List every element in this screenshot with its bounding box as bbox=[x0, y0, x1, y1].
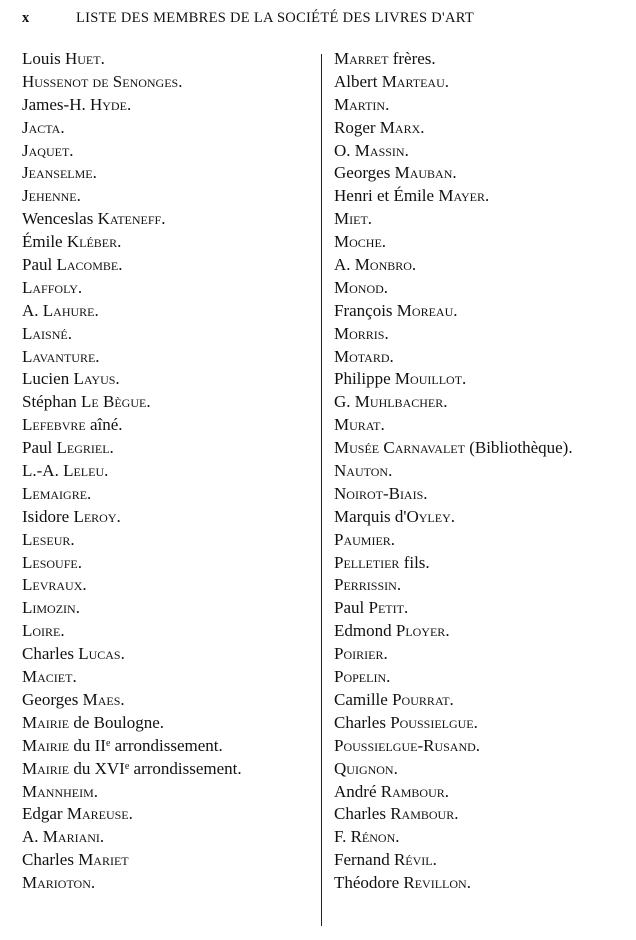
member-entry bbox=[22, 529, 242, 552]
member-name-text: . bbox=[384, 323, 389, 343]
member-name-text: Edmond bbox=[334, 621, 396, 641]
member-entry bbox=[334, 803, 573, 826]
member-name-text: Charles bbox=[22, 850, 79, 870]
member-surname: Maes bbox=[82, 689, 121, 709]
member-name-text: . bbox=[128, 804, 133, 824]
member-name-text: . bbox=[93, 781, 99, 801]
member-name-text: G. bbox=[334, 392, 355, 412]
member-name-text: . bbox=[432, 850, 437, 870]
member-name-text: du II bbox=[69, 735, 106, 755]
member-entry bbox=[334, 574, 573, 597]
member-name-text: . bbox=[444, 71, 449, 91]
member-entry bbox=[334, 391, 573, 414]
member-surname: Lacombe bbox=[56, 255, 119, 275]
member-surname: Rénon bbox=[350, 827, 396, 847]
member-name-text: Louis bbox=[22, 49, 65, 68]
member-surname: Leleu bbox=[63, 461, 105, 481]
member-name-text: Émile bbox=[22, 232, 67, 252]
member-entry bbox=[334, 620, 573, 643]
member-entry bbox=[22, 506, 242, 529]
member-surname: Lavanture bbox=[22, 346, 96, 366]
member-entry bbox=[334, 254, 573, 277]
member-surname: Ployer bbox=[395, 621, 446, 641]
member-surname: Rambour bbox=[390, 804, 455, 824]
member-entry bbox=[334, 735, 573, 758]
member-name-text: . bbox=[466, 873, 471, 893]
member-surname: Lesoufe bbox=[22, 552, 78, 572]
member-name-text: . bbox=[100, 49, 105, 68]
member-entry bbox=[22, 735, 242, 758]
member-entry bbox=[22, 368, 242, 391]
member-entry bbox=[334, 368, 573, 391]
member-name-text: . bbox=[485, 186, 490, 206]
member-name-text: . bbox=[388, 461, 393, 481]
member-name-text: James-H. bbox=[22, 94, 90, 114]
member-entry bbox=[22, 712, 242, 735]
member-entry bbox=[334, 71, 573, 94]
member-surname: Poirier bbox=[334, 644, 384, 664]
member-name-text: . bbox=[393, 758, 398, 778]
member-surname: Murat bbox=[334, 415, 381, 435]
member-name-text: . bbox=[90, 873, 96, 893]
member-name-text: . bbox=[404, 140, 409, 160]
member-surname: Poussielgue bbox=[390, 712, 474, 732]
member-name-text: . bbox=[367, 209, 373, 229]
member-name-text: . bbox=[386, 667, 391, 687]
member-surname: Motard bbox=[334, 346, 390, 366]
member-surname: Lemaigre bbox=[22, 483, 88, 503]
member-name-text: . bbox=[115, 369, 120, 389]
member-name-text: . bbox=[420, 117, 425, 137]
member-name-text: Wenceslas bbox=[22, 209, 98, 229]
member-surname: Laisné bbox=[22, 323, 68, 343]
running-header bbox=[22, 10, 622, 36]
member-entry bbox=[334, 597, 573, 620]
member-name-text: Marquis d' bbox=[334, 506, 407, 526]
member-entry bbox=[334, 300, 573, 323]
member-surname: Revillon bbox=[403, 873, 467, 893]
member-surname: Martin bbox=[334, 94, 386, 114]
member-entry bbox=[22, 437, 242, 460]
member-entry bbox=[334, 529, 573, 552]
member-entry bbox=[334, 437, 573, 460]
member-surname: Maciet bbox=[22, 667, 73, 687]
member-name-text: . bbox=[452, 163, 457, 183]
member-entry bbox=[334, 162, 573, 185]
member-surname: Muhlbacher bbox=[354, 392, 444, 412]
member-name-text: . bbox=[389, 346, 394, 366]
member-surname: Quignon bbox=[334, 758, 394, 778]
member-entry bbox=[22, 117, 242, 140]
member-surname: Limozin bbox=[22, 598, 76, 618]
member-entry bbox=[334, 689, 573, 712]
member-entry bbox=[22, 414, 242, 437]
member-name-text: . bbox=[380, 415, 385, 435]
member-surname: Lucas bbox=[78, 644, 121, 664]
member-name-text: . bbox=[120, 689, 125, 709]
member-surname: Massin bbox=[354, 140, 405, 160]
member-surname: Laffoly bbox=[22, 277, 78, 297]
member-entry bbox=[22, 689, 242, 712]
member-name-text: . bbox=[445, 621, 450, 641]
member-name-text: . bbox=[72, 667, 77, 687]
member-name-text: Camille bbox=[334, 689, 393, 709]
member-entry bbox=[22, 323, 242, 346]
member-name-text: . bbox=[161, 209, 166, 229]
member-name-text: (Bibliothèque). bbox=[464, 438, 573, 458]
member-entry bbox=[22, 620, 242, 643]
member-surname: Miet bbox=[334, 209, 368, 229]
member-entry bbox=[334, 712, 573, 735]
member-surname: Mairie bbox=[22, 758, 70, 778]
member-entry bbox=[334, 323, 573, 346]
ordinal-suffix: e bbox=[124, 760, 130, 772]
member-surname: Levraux bbox=[22, 575, 83, 595]
member-entry bbox=[22, 666, 242, 689]
member-name-text: de Boulogne. bbox=[69, 712, 165, 732]
running-title: LISTE DES MEMBRES DE LA SOCIÉTÉ DES LIVRES D'ART bbox=[76, 10, 474, 26]
member-name-text: Edgar bbox=[22, 804, 67, 824]
member-entry bbox=[22, 483, 242, 506]
member-entry bbox=[22, 758, 242, 781]
member-name-text: . bbox=[475, 735, 481, 755]
member-entry bbox=[22, 162, 242, 185]
member-surname: Mareuse bbox=[66, 804, 129, 824]
member-entry bbox=[22, 391, 242, 414]
member-entry bbox=[334, 414, 573, 437]
member-name-text: Paul bbox=[22, 438, 57, 458]
member-entry bbox=[22, 208, 242, 231]
member-name-text: . bbox=[92, 163, 97, 183]
member-entry bbox=[334, 826, 573, 849]
member-entry bbox=[334, 140, 573, 163]
member-entry bbox=[334, 346, 573, 369]
member-entry bbox=[22, 643, 242, 666]
member-name-text: Charles bbox=[22, 644, 79, 664]
member-name-text: . bbox=[75, 598, 80, 618]
member-name-text: . bbox=[69, 140, 74, 160]
member-entry bbox=[22, 597, 242, 620]
member-surname: Noirot-Biais bbox=[334, 483, 424, 503]
member-surname: Jeanselme bbox=[22, 163, 93, 183]
member-name-text: . bbox=[60, 621, 65, 641]
member-surname: Lahure bbox=[42, 300, 95, 320]
member-name-text: Philippe bbox=[334, 369, 395, 389]
member-name-text: frères. bbox=[388, 49, 436, 68]
member-entry bbox=[334, 277, 573, 300]
member-surname: Jacta bbox=[22, 117, 61, 137]
member-entry bbox=[334, 117, 573, 140]
member-entry bbox=[334, 208, 573, 231]
member-name-text: Isidore bbox=[22, 506, 74, 526]
member-entry bbox=[334, 552, 573, 575]
member-name-text: . bbox=[99, 827, 105, 847]
member-surname: Monod bbox=[334, 277, 384, 297]
member-surname: Perrissin bbox=[334, 575, 397, 595]
member-entry bbox=[22, 574, 242, 597]
member-name-text: . bbox=[444, 781, 449, 801]
member-name-text: . bbox=[104, 461, 109, 481]
member-name-text: . bbox=[385, 94, 390, 114]
member-surname: Leroy bbox=[73, 506, 117, 526]
member-name-text: . bbox=[67, 323, 72, 343]
member-name-text: . bbox=[390, 529, 396, 549]
member-surname: Hussenot de Senonges bbox=[22, 71, 179, 91]
member-name-text: A. bbox=[22, 300, 43, 320]
member-name-text: Lucien bbox=[22, 369, 74, 389]
member-name-text: . bbox=[396, 575, 402, 595]
member-name-text: . bbox=[120, 644, 125, 664]
member-entry bbox=[334, 460, 573, 483]
member-name-text: arrondissement. bbox=[110, 735, 223, 755]
member-surname: Mannheim bbox=[22, 781, 94, 801]
member-entry bbox=[334, 758, 573, 781]
member-entry bbox=[22, 254, 242, 277]
member-name-text: . bbox=[449, 689, 454, 709]
member-name-text: Fernand bbox=[334, 850, 394, 870]
member-name-text: fils. bbox=[399, 552, 430, 572]
member-surname: Huet bbox=[64, 49, 101, 68]
member-name-text: François bbox=[334, 300, 397, 320]
member-surname: Petit bbox=[368, 598, 404, 618]
member-surname: Jehenne bbox=[22, 186, 77, 206]
member-name-text: . bbox=[383, 277, 389, 297]
member-name-text: Albert bbox=[334, 71, 382, 91]
member-name-text: . bbox=[60, 117, 65, 137]
member-entry bbox=[22, 826, 242, 849]
member-surname: Popelin bbox=[334, 667, 387, 687]
page-number: x bbox=[22, 10, 30, 26]
member-name-text: Charles bbox=[334, 712, 391, 732]
member-entry bbox=[334, 666, 573, 689]
member-list-right-column bbox=[334, 48, 573, 895]
member-surname: Lefebvre bbox=[22, 415, 86, 435]
member-surname: Leseur bbox=[22, 529, 71, 549]
member-name-text: . bbox=[453, 300, 458, 320]
member-surname: Marret bbox=[334, 49, 389, 68]
member-name-text: aîné. bbox=[85, 415, 123, 435]
member-name-text: A. bbox=[22, 827, 43, 847]
member-name-text: . bbox=[95, 346, 100, 366]
member-entry bbox=[334, 94, 573, 117]
member-surname: Marx bbox=[379, 117, 421, 137]
column-divider bbox=[321, 54, 322, 926]
member-entry bbox=[22, 140, 242, 163]
member-name-text: Georges bbox=[334, 163, 395, 183]
member-entry bbox=[22, 781, 242, 804]
member-name-text: . bbox=[77, 552, 82, 572]
member-surname: Le Bègue bbox=[81, 392, 147, 412]
member-name-text: . bbox=[118, 255, 123, 275]
member-entry bbox=[22, 300, 242, 323]
member-surname: Layus bbox=[73, 369, 116, 389]
member-name-text: Roger bbox=[334, 117, 380, 137]
member-name-text: Théodore bbox=[334, 873, 404, 893]
member-name-text: . bbox=[473, 712, 478, 732]
member-name-text: . bbox=[411, 255, 417, 275]
member-name-text: . bbox=[454, 804, 459, 824]
member-entry bbox=[22, 185, 242, 208]
member-name-text: . bbox=[381, 232, 387, 252]
member-name-text: F. bbox=[334, 827, 351, 847]
member-surname: Révil bbox=[393, 850, 433, 870]
member-name-text: . bbox=[146, 392, 151, 412]
member-entry bbox=[22, 803, 242, 826]
ordinal-suffix: e bbox=[105, 737, 111, 749]
member-surname: Kléber bbox=[66, 232, 118, 252]
member-entry bbox=[334, 48, 573, 71]
member-name-text: Paul bbox=[22, 255, 57, 275]
member-surname: Poussielgue-Rusand bbox=[334, 735, 476, 755]
member-entry bbox=[334, 643, 573, 666]
member-name-text: . bbox=[423, 483, 428, 503]
member-entry bbox=[22, 48, 242, 71]
member-entry bbox=[334, 185, 573, 208]
member-name-text: . bbox=[70, 529, 75, 549]
member-entry bbox=[22, 849, 242, 872]
member-name-text: Georges bbox=[22, 689, 83, 709]
member-name-text: . bbox=[383, 644, 388, 664]
member-name-text: O. bbox=[334, 140, 355, 160]
member-entry bbox=[22, 71, 242, 94]
member-entry bbox=[22, 346, 242, 369]
member-entry bbox=[22, 460, 242, 483]
member-surname: Hyde bbox=[89, 94, 127, 114]
member-surname: Mairie bbox=[22, 735, 70, 755]
member-entry bbox=[334, 872, 573, 895]
member-name-text: . bbox=[109, 438, 114, 458]
member-surname: Mouillot bbox=[394, 369, 463, 389]
member-surname: Marioton bbox=[22, 873, 91, 893]
member-name-text: André bbox=[334, 781, 381, 801]
member-name-text: . bbox=[462, 369, 467, 389]
member-list-left-column bbox=[22, 48, 242, 895]
member-surname: Mauban bbox=[394, 163, 453, 183]
member-surname: Moreau bbox=[396, 300, 454, 320]
member-surname: Mairie bbox=[22, 712, 70, 732]
member-name-text: arrondissement. bbox=[129, 758, 242, 778]
member-name-text: L.-A. bbox=[22, 461, 64, 481]
member-surname: Marteau bbox=[381, 71, 445, 91]
member-surname: Musée Carnavalet bbox=[334, 438, 465, 458]
member-surname: Paumier bbox=[334, 529, 391, 549]
member-name-text: A. bbox=[334, 255, 355, 275]
member-name-text: . bbox=[117, 232, 122, 252]
member-name-text: . bbox=[443, 392, 448, 412]
member-entry bbox=[334, 483, 573, 506]
member-name-text: . bbox=[450, 506, 456, 526]
member-surname: Jaquet bbox=[22, 140, 70, 160]
member-name-text: . bbox=[94, 300, 99, 320]
member-name-text: . bbox=[395, 827, 400, 847]
member-entry bbox=[334, 231, 573, 254]
member-entry bbox=[334, 506, 573, 529]
member-entry bbox=[22, 872, 242, 895]
member-name-text: Paul bbox=[334, 598, 369, 618]
member-name-text: Charles bbox=[334, 804, 391, 824]
member-name-text: Henri et Émile bbox=[334, 186, 439, 206]
member-surname: Mayer bbox=[438, 186, 486, 206]
member-surname: Pelletier bbox=[334, 552, 400, 572]
member-surname: Mariani bbox=[42, 827, 100, 847]
member-name-text: . bbox=[77, 277, 83, 297]
member-name-text: Stéphan bbox=[22, 392, 82, 412]
member-surname: Legriel bbox=[56, 438, 110, 458]
member-surname: Oyley bbox=[406, 506, 451, 526]
member-entry bbox=[22, 231, 242, 254]
member-name-text: . bbox=[87, 483, 92, 503]
member-entry bbox=[334, 849, 573, 872]
member-surname: Rambour bbox=[380, 781, 445, 801]
member-surname: Mariet bbox=[78, 850, 129, 870]
member-name-text: du XVI bbox=[69, 758, 125, 778]
member-name-text: . bbox=[403, 598, 409, 618]
member-name-text: . bbox=[76, 186, 81, 206]
member-surname: Loire bbox=[22, 621, 61, 641]
member-surname: Monbro bbox=[354, 255, 412, 275]
member-name-text: . bbox=[82, 575, 87, 595]
member-entry bbox=[22, 552, 242, 575]
member-name-text: . bbox=[116, 506, 121, 526]
member-surname: Kateneff bbox=[97, 209, 162, 229]
member-surname: Moche bbox=[334, 232, 382, 252]
member-entry bbox=[22, 94, 242, 117]
member-surname: Pourrat bbox=[392, 689, 450, 709]
member-name-text: . bbox=[178, 71, 183, 91]
member-surname: Morris bbox=[334, 323, 385, 343]
member-entry bbox=[334, 781, 573, 804]
member-entry bbox=[22, 277, 242, 300]
member-name-text: . bbox=[126, 94, 132, 114]
member-surname: Nauton bbox=[334, 461, 389, 481]
